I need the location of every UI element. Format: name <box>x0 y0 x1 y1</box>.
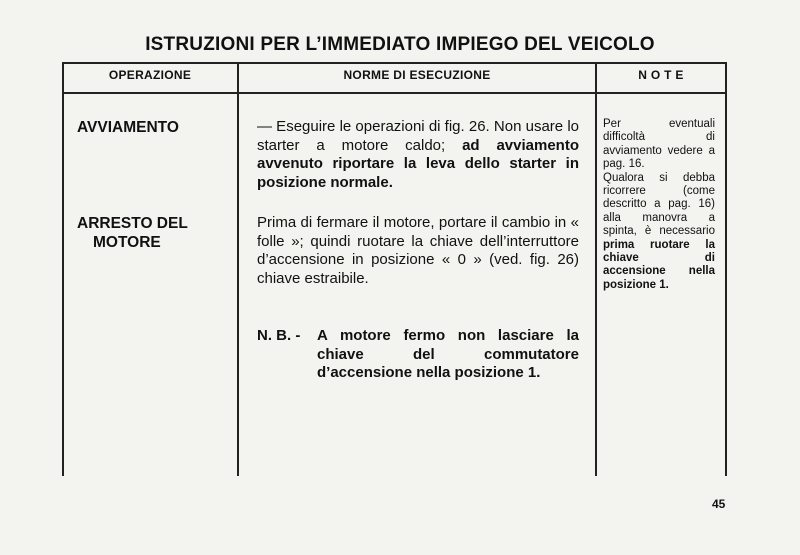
table-header-rule <box>62 92 726 94</box>
nb-label: N. B. - <box>257 327 301 344</box>
instruction-avviamento <box>257 118 579 192</box>
column-header-note: N O T E <box>638 68 684 82</box>
notes-part2: Qualora si debba ricorrere (come descritto a pag. 16) alla manovra a spinta, è necessario prima ruotare la chiave di accensione nella posizione 1. <box>603 171 715 291</box>
nb-text: A motore fermo non lasciare la chiave del commutatore d’accensione nella posizione 1. <box>317 327 579 381</box>
column-divider-2 <box>595 62 597 476</box>
operation-arresto <box>77 214 188 252</box>
operation-arresto-line1: ARRESTO DEL <box>77 215 188 232</box>
operation-arresto-line2: MOTORE <box>93 234 161 251</box>
notes-part1: Per eventuali difficoltà di avviamento vedere a pag. 16. <box>603 118 715 171</box>
table-right-border <box>725 62 727 476</box>
column-divider-1 <box>237 62 239 476</box>
table-top-rule <box>62 62 726 64</box>
notes-bold: prima ruotare la chiave di accensione nella posizione 1. <box>603 238 715 291</box>
column-header-operazione: OPERAZIONE <box>108 68 192 82</box>
notes-text <box>603 118 715 292</box>
instruction-avviamento-bold: ad avviamento avvenuto riportare la leva dello starter in posizione normale. <box>257 136 579 191</box>
page-number: 45 <box>712 497 726 511</box>
column-header-norme: NORME DI ESECUZIONE <box>343 68 491 82</box>
instruction-arresto: Prima di fermare il motore, portare il cambio in « folle »; quindi ruotare la chiave dell’interruttore d’accensione in posizione « 0 » (ved. fig. 26) chiave estraibile. <box>257 214 579 287</box>
instruction-avviamento-text: — Eseguire le operazioni di fig. 26. Non usare lo starter a motore caldo; <box>257 118 579 154</box>
operation-avviamento: AVVIAMENTO <box>77 119 179 136</box>
table-left-border <box>62 62 64 476</box>
page-title: ISTRUZIONI PER L’IMMEDIATO IMPIEGO DEL VEICOLO <box>145 34 655 55</box>
